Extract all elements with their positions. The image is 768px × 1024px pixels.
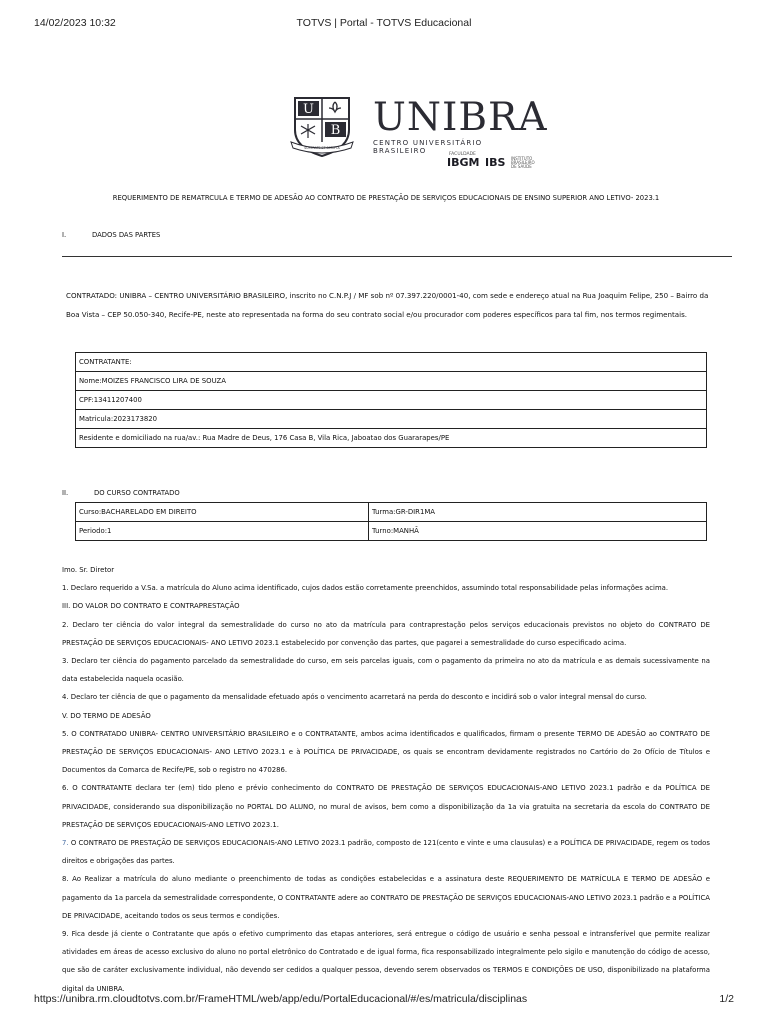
periodo-cell: Periodo:1 <box>76 522 369 541</box>
curso-cell: Curso:BACHARELADO EM DIREITO <box>76 503 369 522</box>
shield-letter-b: B <box>330 123 341 138</box>
section-ii-title: DO CURSO CONTRATADO <box>94 489 180 497</box>
section-ii-number: II. <box>62 489 69 497</box>
turno-cell: Turno:MANHÃ <box>369 522 707 541</box>
curso-table <box>75 502 707 541</box>
instituto-label: INSTITUTO BRASILEIRO DE SAÚDE <box>511 156 535 169</box>
clause-9: 9. Fica desde já ciente o Contratante que após o efetivo cumprimento das etapas anteriores, será entregue o código de usuário e senha pessoal e intransferível que permite realizar atividades em áreas de acesso exclusivo do aluno no portal eletrônico do Contratado e de igual forma, fica responsabilizado integralmente pelo sigilo e manutenção do código de acesso, que são de caráter exclusivamente individual, não devendo ser cedidos a qualquer pessoa, devendo serem observados os TERMOS E CONDIÇÕES DE USO, disponibilizado na plataforma digital da UNIBRA. <box>62 930 710 993</box>
print-page-title: TOTVS | Portal - TOTVS Educacional <box>296 17 472 29</box>
print-header <box>34 17 734 31</box>
shield-letter-u: U <box>303 102 314 117</box>
shield-crest-icon <box>289 94 355 158</box>
clause-2: 2. Declaro ter ciência do valor integral da semestralidade do curso no ato da matrícula para contraprestação pelos serviços educacionais previstos no objeto do CONTRATO DE PRESTAÇÃO DE SERVIÇOS EDUCACIONAIS- ANO LETIVO 2023.1 estabelecido por convenção das partes, que pagarei a semestralidade do curso especificado acima. <box>62 620 710 647</box>
contratado-paragraph: CONTRATADO: UNIBRA – CENTRO UNIVERSITÁRIO BRASILEIRO, inscrito no C.N.P.J / MF sob nº 07.397.220/0001-40, com sede e endereço atual na Rua Joaquim Felipe, 250 – Bairro da Boa Vista – CEP 50.050-340, Recife-PE, neste ato representada na forma do seu contrato social e/ou procurador com poderes específicos para tal fim, nos termos regimentais. <box>66 291 709 319</box>
unibra-logo <box>289 94 548 169</box>
page-number: 1/2 <box>719 993 734 1005</box>
contratante-table <box>75 352 707 448</box>
clause-5: 5. O CONTRATADO UNIBRA- CENTRO UNIVERSITÁRIO BRASILEIRO e o CONTRATANTE, ambos acima identificados e qualificados, firmam o presente TERMO DE ADESÃO ao CONTRATO DE PRESTAÇÃO DE SERVIÇOS EDUCACIONAIS- ANO LETIVO 2023.1 e à POLÍTICA DE PRIVACIDADE, os quais se encontram devidamente registrados no Cartório do 2o Ofício de Títulos e Documentos da Comarca de Recife/PE, sob o registro no 470286. <box>62 729 710 775</box>
contratante-matricula: Matricula:2023173820 <box>76 410 707 429</box>
clause-1: 1. Declaro requerido a V.Sa. a matrícula do Aluno acima identificado, cujos dados estão corretamente preenchidos, assumindo total responsabilidade pelas informações acima. <box>62 584 669 593</box>
section-iii-heading: III. DO VALOR DO CONTRATO E CONTRAPRESTAÇÃO <box>62 602 240 611</box>
print-url: https://unibra.rm.cloudtotvs.com.br/FrameHTML/web/app/edu/PortalEducacional/#/es/matricula/disciplinas <box>34 993 528 1005</box>
clause-7 <box>62 834 710 870</box>
turma-cell: Turma:GR-DIR1MA <box>369 503 707 522</box>
contratante-residencia: Residente e domiciliado na rua/av.: Rua Madre de Deus, 176 Casa B, Vila Rica, Jaboatao dos Guararapes/PE <box>76 429 707 448</box>
document-title: REQUERIMENTO DE REMATRCULA E TERMO DE ADESÃO AO CONTRATO DE PRESTAÇÃO DE SERVIÇOS EDUCACIONAIS DE ENSINO SUPERIOR ANO LETIVO- 2023.1 <box>112 194 660 202</box>
print-datetime: 14/02/2023 10:32 <box>34 17 116 29</box>
print-footer <box>34 993 734 1007</box>
section-divider <box>62 256 732 257</box>
ibs-mark: IBS <box>485 156 506 169</box>
section-v-heading: V. DO TERMO DE ADESÃO <box>62 711 151 720</box>
clause-8: 8. Ao Realizar a matrícula do aluno mediante o preenchimento de todas as condições estabelecidas e a assinatura deste REQUERIMENTO DE MATRÍCULA E TERMO DE ADESÃO e pagamento da 1a parcela da semestralidade correspondente, O CONTRATANTE adere ao CONTRATO DE PRESTAÇÃO DE SERVIÇOS EDUCACIONAIS-ANO LETIVO 2023.1 padrão e a POLÍTICA DE PRIVACIDADE, aceitando todos os seus termos e condições. <box>62 875 710 920</box>
section-i-title: DADOS DAS PARTES <box>92 231 161 239</box>
clause-6: 6. O CONTRATANTE declara ter (em) tido pleno e prévio conhecimento do CONTRATO DE PRESTAÇÃO DE SERVIÇOS EDUCACIONAIS-ANO LETIVO 2023.1 padrão e da POLÍTICA DE PRIVACIDADE, considerando sua disponibilização no PORTAL DO ALUNO, no mural de avisos, bem como a disponibilização da 1a via gratuita na secretaria da escola do CONTRATO DE PRESTAÇÃO DE SERVIÇOS EDUCACIONAIS-ANO LETIVO 2023.1. <box>62 784 710 829</box>
section-i-number: I. <box>62 231 67 239</box>
clause-salutation: Imo. Sr. Diretor <box>62 566 115 574</box>
contratante-nome: Nome:MOIZES FRANCISCO LIRA DE SOUZA <box>76 372 707 391</box>
ibgm-mark: IBGM <box>447 156 480 169</box>
faculdade-label: FACULDADE <box>449 152 476 157</box>
brand-subtitle: CENTRO UNIVERSITÁRIO BRASILEIRO <box>373 139 483 155</box>
clause-7-text: O CONTRATO DE PRESTAÇÃO DE SERVIÇOS EDUCACIONAIS-ANO LETIVO 2023.1 padrão, composto de 121(cento e vinte e uma clausulas) e a POLÍTICA DE PRIVACIDADE, regem os todos direitos e obrigações das partes. <box>62 839 710 866</box>
contratante-cpf: CPF:13411207400 <box>76 391 707 410</box>
clauses-body <box>62 561 710 998</box>
clause-7-number: 7. <box>62 839 69 848</box>
brand-name: UNIBRA <box>373 95 548 140</box>
shield-motto: SUPERATE ET SCRIPTA <box>304 146 340 150</box>
clause-4: 4. Declaro ter ciência de que o pagamento da mensalidade efetuado após o vencimento acarretará na perda do desconto e incidirá sob o valor integral mensal do curso. <box>62 693 647 702</box>
contratante-heading: CONTRATANTE: <box>76 353 707 372</box>
clause-3: 3. Declaro ter ciência do pagamento parcelado da semestralidade do curso, em seis parcelas iguais, com o pagamento da primeira no ato da matrícula e as demais sucessivamente na data estabelecida naquela ocasião. <box>62 657 710 684</box>
